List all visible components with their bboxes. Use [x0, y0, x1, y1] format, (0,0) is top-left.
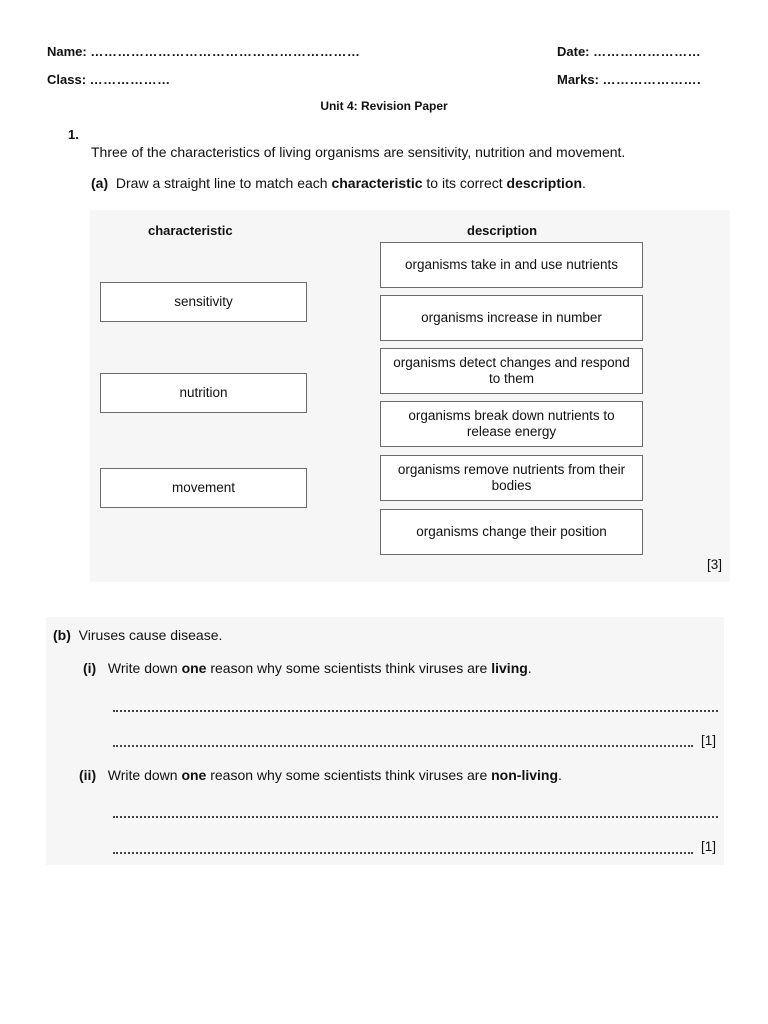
characteristic-box-movement[interactable]: movement — [100, 468, 307, 508]
description-box-5[interactable]: organisms remove nutrients from their bodies — [380, 455, 643, 501]
description-box-4[interactable]: organisms break down nutrients to release energy — [380, 401, 643, 447]
part-a-bold-2: description — [506, 175, 583, 191]
page-title: Unit 4: Revision Paper — [320, 99, 448, 113]
answer-line-i-2[interactable] — [113, 745, 693, 747]
part-b-ii-marks: [1] — [701, 839, 717, 854]
part-b-ii-text-1: Write down — [107, 767, 182, 783]
part-a-label: (a) — [91, 175, 109, 191]
date-field — [557, 44, 701, 59]
characteristic-heading: characteristic — [148, 223, 233, 238]
part-a-text-3: . — [582, 175, 586, 191]
part-b-ii-text-2: reason why some scientists think viruses are — [206, 767, 492, 783]
characteristic-box-nutrition[interactable]: nutrition — [100, 373, 307, 413]
part-b-ii-bold-1: one — [181, 767, 207, 783]
part-b-text: Viruses cause disease. — [78, 627, 223, 643]
answer-line-ii-1[interactable] — [113, 816, 718, 818]
part-b-i-bold-1: one — [181, 660, 207, 676]
part-b-ii-question — [79, 767, 562, 783]
part-a-instruction — [91, 175, 586, 191]
description-box-2[interactable]: organisms increase in number — [380, 295, 643, 341]
part-a-text-1: Draw a straight line to match each — [115, 175, 332, 191]
question-number: 1. — [68, 127, 79, 142]
name-field — [47, 44, 360, 59]
part-b-ii-label: (ii) — [79, 767, 97, 783]
part-b-area — [46, 617, 724, 865]
part-b-i-marks: [1] — [701, 733, 717, 748]
part-b-ii-text-3: . — [558, 767, 562, 783]
marks-dots: …………………. — [602, 72, 702, 87]
marks-label: Marks: — [557, 72, 599, 87]
part-a-marks: [3] — [707, 557, 723, 572]
part-b-i-text-3: . — [527, 660, 532, 676]
description-heading: description — [467, 223, 538, 238]
name-label: Name: — [47, 44, 87, 59]
part-b-i-text-1: Write down — [107, 660, 182, 676]
part-b-i-question — [83, 660, 532, 676]
name-dots: …………………………………………………… — [90, 44, 361, 59]
description-box-6[interactable]: organisms change their position — [380, 509, 643, 555]
class-dots: ……………… — [89, 72, 171, 87]
part-b-i-label: (i) — [83, 660, 97, 676]
class-label: Class: — [47, 72, 87, 87]
part-b-i-text-2: reason why some scientists think viruses are — [206, 660, 492, 676]
characteristic-box-sensitivity[interactable]: sensitivity — [100, 282, 307, 322]
question-intro: Three of the characteristics of living organisms are sensitivity, nutrition and movement. — [91, 144, 626, 160]
answer-line-i-1[interactable] — [113, 710, 718, 712]
part-b-intro — [53, 627, 222, 643]
description-box-1[interactable]: organisms take in and use nutrients — [380, 242, 643, 288]
class-field — [47, 72, 171, 87]
description-box-3[interactable]: organisms detect changes and respond to them — [380, 348, 643, 394]
date-dots: …………………… — [593, 44, 702, 59]
date-label: Date: — [557, 44, 590, 59]
part-b-ii-bold-2: non-living — [491, 767, 559, 783]
part-b-label: (b) — [53, 627, 71, 643]
answer-line-ii-2[interactable] — [113, 852, 693, 854]
marks-field — [557, 72, 701, 87]
part-a-text-2: to its correct — [422, 175, 507, 191]
part-a-bold-1: characteristic — [331, 175, 423, 191]
part-b-i-bold-2: living — [491, 660, 528, 676]
